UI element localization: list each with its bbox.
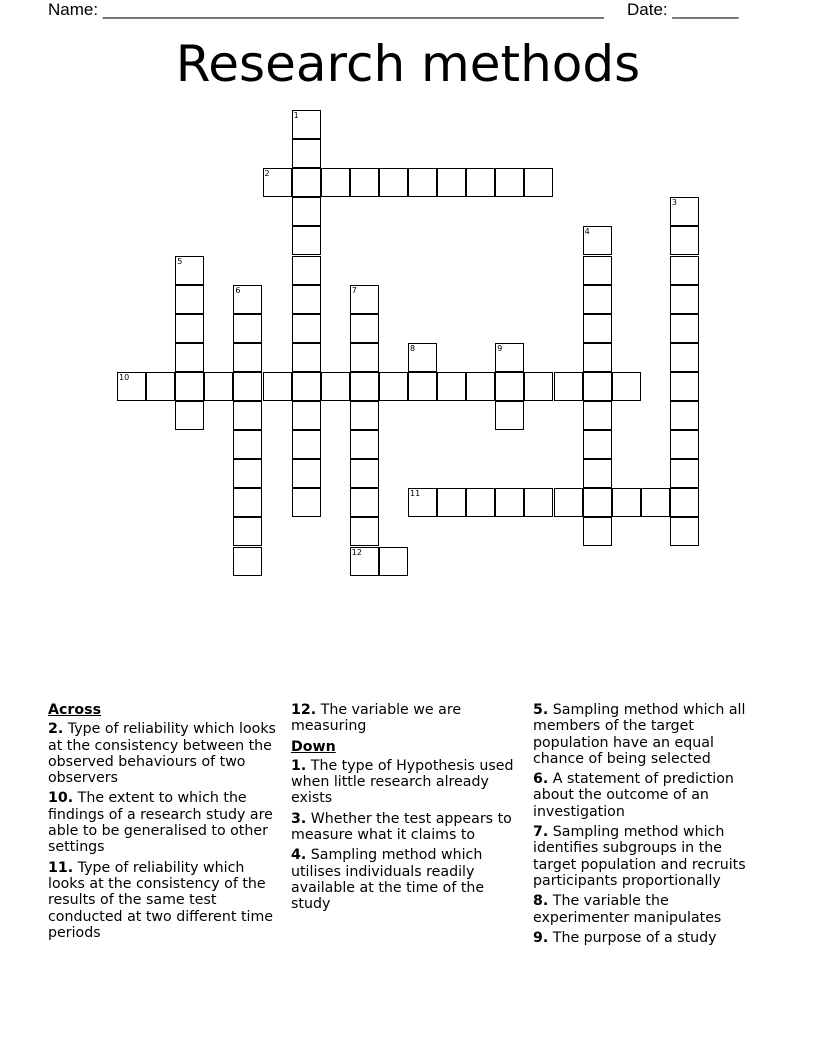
grid-cell[interactable] bbox=[670, 459, 699, 488]
clue-number: 5. bbox=[533, 702, 549, 718]
grid-cell[interactable] bbox=[379, 168, 408, 197]
clue-number-label: 7 bbox=[351, 285, 357, 295]
grid-cell[interactable] bbox=[233, 488, 262, 517]
across-heading: Across bbox=[48, 702, 102, 718]
grid-cell[interactable] bbox=[350, 343, 379, 372]
grid-cell[interactable] bbox=[408, 343, 437, 372]
clue-across-11 bbox=[48, 860, 284, 941]
grid-cell[interactable] bbox=[350, 401, 379, 430]
grid-cell[interactable] bbox=[233, 314, 262, 343]
clue-text: The extent to which the findings of a research study are able to be generalised to other settings bbox=[48, 790, 273, 856]
grid-cell[interactable] bbox=[292, 314, 321, 343]
clue-across-10 bbox=[48, 790, 284, 855]
grid-cell[interactable] bbox=[292, 168, 321, 197]
grid-cell[interactable] bbox=[466, 488, 495, 517]
clue-number: 9. bbox=[533, 929, 549, 946]
clue-number-label: 8 bbox=[410, 343, 416, 353]
grid-cell[interactable] bbox=[583, 343, 612, 372]
clue-number-label: 9 bbox=[497, 343, 503, 353]
clue-number: 2. bbox=[48, 721, 64, 738]
clue-across-2 bbox=[48, 721, 284, 786]
grid-cell[interactable] bbox=[554, 372, 583, 401]
grid-cell[interactable] bbox=[670, 488, 699, 517]
grid-cell[interactable] bbox=[670, 197, 699, 226]
grid-cell[interactable] bbox=[437, 168, 466, 197]
grid-cell[interactable] bbox=[670, 430, 699, 459]
grid-cell[interactable] bbox=[379, 372, 408, 401]
grid-cell[interactable] bbox=[350, 459, 379, 488]
grid-cell[interactable] bbox=[612, 488, 641, 517]
name-field: Name: _____________________________________________________ bbox=[48, 0, 604, 19]
grid-cell[interactable] bbox=[524, 168, 553, 197]
clue-number: 4. bbox=[291, 847, 307, 864]
grid-cell[interactable] bbox=[292, 343, 321, 372]
clue-number: 7. bbox=[533, 824, 549, 841]
clue-number-label: 3 bbox=[671, 198, 677, 208]
clue-column-3 bbox=[533, 702, 769, 950]
clue-number-label: 11 bbox=[410, 489, 421, 499]
clue-number: 10. bbox=[48, 790, 74, 807]
grid-cell[interactable] bbox=[350, 372, 379, 401]
grid-cell[interactable] bbox=[524, 488, 553, 517]
grid-cell[interactable] bbox=[495, 401, 524, 430]
clue-text: Sampling method which all members of the target population have an equal chance of being selected bbox=[533, 702, 746, 767]
grid-cell[interactable] bbox=[583, 430, 612, 459]
grid-cell[interactable] bbox=[175, 314, 204, 343]
down-heading: Down bbox=[291, 738, 336, 755]
grid-cell[interactable] bbox=[233, 459, 262, 488]
grid-cell[interactable] bbox=[292, 401, 321, 430]
clue-down-8 bbox=[533, 893, 769, 926]
clue-number-label: 12 bbox=[351, 547, 362, 557]
grid-cell[interactable] bbox=[175, 372, 204, 401]
grid-cell[interactable] bbox=[292, 459, 321, 488]
grid-cell[interactable] bbox=[350, 168, 379, 197]
grid-cell[interactable] bbox=[466, 372, 495, 401]
clue-number: 8. bbox=[533, 893, 549, 910]
clue-text: Type of reliability which looks at the consistency of the results of the same test conducted at two different time periods bbox=[48, 859, 274, 941]
grid-cell[interactable] bbox=[495, 488, 524, 517]
clue-down-7 bbox=[533, 824, 769, 889]
grid-cell[interactable] bbox=[175, 256, 204, 285]
grid-cell[interactable] bbox=[583, 256, 612, 285]
grid-cell[interactable] bbox=[524, 372, 553, 401]
grid-cell[interactable] bbox=[350, 314, 379, 343]
clue-number: 1. bbox=[291, 757, 307, 774]
clue-number-label: 5 bbox=[177, 256, 183, 266]
grid-cell[interactable] bbox=[379, 547, 408, 576]
grid-cell[interactable] bbox=[204, 372, 233, 401]
grid-cell[interactable] bbox=[583, 372, 612, 401]
grid-cell[interactable] bbox=[233, 401, 262, 430]
clue-text: The variable we are measuring bbox=[291, 702, 462, 735]
grid-cell[interactable] bbox=[670, 401, 699, 430]
clue-across-12 bbox=[291, 702, 527, 735]
clue-down-4 bbox=[291, 847, 527, 912]
clue-number-label: 4 bbox=[584, 227, 590, 237]
clue-column-2 bbox=[291, 702, 527, 917]
grid-cell[interactable] bbox=[117, 372, 146, 401]
grid-cell[interactable] bbox=[292, 372, 321, 401]
clue-number: 11. bbox=[48, 859, 74, 876]
grid-cell[interactable] bbox=[670, 314, 699, 343]
clue-text: Type of reliability which looks at the consistency between the observed behaviours of two observers bbox=[48, 721, 276, 787]
grid-cell[interactable] bbox=[233, 285, 262, 314]
clue-text: Sampling method which utilises individuals readily available at the time of the study bbox=[291, 847, 485, 913]
grid-cell[interactable] bbox=[670, 285, 699, 314]
grid-cell[interactable] bbox=[292, 488, 321, 517]
grid-cell[interactable] bbox=[437, 488, 466, 517]
clue-text: The variable the experimenter manipulates bbox=[533, 893, 722, 926]
grid-cell[interactable] bbox=[466, 168, 495, 197]
grid-cell[interactable] bbox=[292, 110, 321, 139]
grid-cell[interactable] bbox=[175, 343, 204, 372]
grid-cell[interactable] bbox=[321, 372, 350, 401]
grid-cell[interactable] bbox=[495, 343, 524, 372]
grid-cell[interactable] bbox=[670, 226, 699, 255]
grid-cell[interactable] bbox=[583, 285, 612, 314]
clue-text: The purpose of a study bbox=[552, 929, 717, 946]
grid-cell[interactable] bbox=[670, 343, 699, 372]
grid-cell[interactable] bbox=[233, 343, 262, 372]
clue-number: 3. bbox=[291, 810, 307, 827]
grid-cell[interactable] bbox=[175, 285, 204, 314]
clue-text: A statement of prediction about the outcome of an investigation bbox=[533, 771, 734, 820]
grid-cell[interactable] bbox=[583, 401, 612, 430]
grid-cell[interactable] bbox=[350, 547, 379, 576]
clue-down-9 bbox=[533, 930, 769, 946]
grid-cell[interactable] bbox=[583, 459, 612, 488]
clue-column-1 bbox=[48, 702, 284, 945]
grid-cell[interactable] bbox=[583, 517, 612, 546]
clue-text: The type of Hypothesis used when little research already exists bbox=[291, 757, 514, 807]
grid-cell[interactable] bbox=[233, 430, 262, 459]
clue-number: 12. bbox=[291, 702, 317, 718]
grid-cell[interactable] bbox=[612, 372, 641, 401]
grid-cell[interactable] bbox=[263, 372, 292, 401]
grid-cell[interactable] bbox=[408, 168, 437, 197]
grid-cell[interactable] bbox=[641, 488, 670, 517]
grid-cell[interactable] bbox=[554, 488, 583, 517]
grid-cell[interactable] bbox=[321, 168, 350, 197]
page-title: Research methods bbox=[175, 35, 641, 93]
grid-cell[interactable] bbox=[670, 256, 699, 285]
clue-number-label: 10 bbox=[119, 372, 130, 382]
grid-cell[interactable] bbox=[263, 168, 292, 197]
clue-number-label: 6 bbox=[235, 285, 241, 295]
grid-cell[interactable] bbox=[670, 517, 699, 546]
grid-cell[interactable] bbox=[350, 488, 379, 517]
clue-number: 6. bbox=[533, 771, 549, 788]
grid-cell[interactable] bbox=[292, 285, 321, 314]
grid-cell[interactable] bbox=[292, 256, 321, 285]
grid-cell[interactable] bbox=[437, 372, 466, 401]
grid-cell[interactable] bbox=[670, 372, 699, 401]
grid-cell[interactable] bbox=[495, 372, 524, 401]
clue-number-label: 2 bbox=[264, 169, 270, 179]
clue-text: Whether the test appears to measure what it claims to bbox=[291, 810, 512, 844]
clue-number-label: 1 bbox=[293, 111, 299, 120]
grid-cell[interactable] bbox=[233, 517, 262, 546]
date-field: Date: _______ bbox=[627, 0, 739, 19]
clue-down-3 bbox=[291, 811, 527, 844]
grid-cell[interactable] bbox=[233, 372, 262, 401]
grid-cell[interactable] bbox=[408, 372, 437, 401]
grid-cell[interactable] bbox=[583, 314, 612, 343]
grid-cell[interactable] bbox=[495, 168, 524, 197]
grid-cell[interactable] bbox=[583, 488, 612, 517]
grid-cell[interactable] bbox=[233, 547, 262, 576]
grid-cell[interactable] bbox=[292, 226, 321, 255]
grid-cell[interactable] bbox=[350, 517, 379, 546]
grid-cell[interactable] bbox=[292, 139, 321, 168]
grid-cell[interactable] bbox=[175, 401, 204, 430]
grid-cell[interactable] bbox=[350, 430, 379, 459]
grid-cell[interactable] bbox=[292, 430, 321, 459]
grid-cell[interactable] bbox=[408, 488, 437, 517]
grid-cell[interactable] bbox=[292, 197, 321, 226]
clue-down-1 bbox=[291, 758, 527, 807]
grid-cell[interactable] bbox=[350, 285, 379, 314]
grid-cell[interactable] bbox=[146, 372, 175, 401]
clue-text: Sampling method which identifies subgroups in the target population and recruits participants proportionally bbox=[533, 824, 746, 889]
clue-down-6 bbox=[533, 771, 769, 820]
grid-cell[interactable] bbox=[583, 226, 612, 255]
clue-down-5 bbox=[533, 702, 769, 767]
